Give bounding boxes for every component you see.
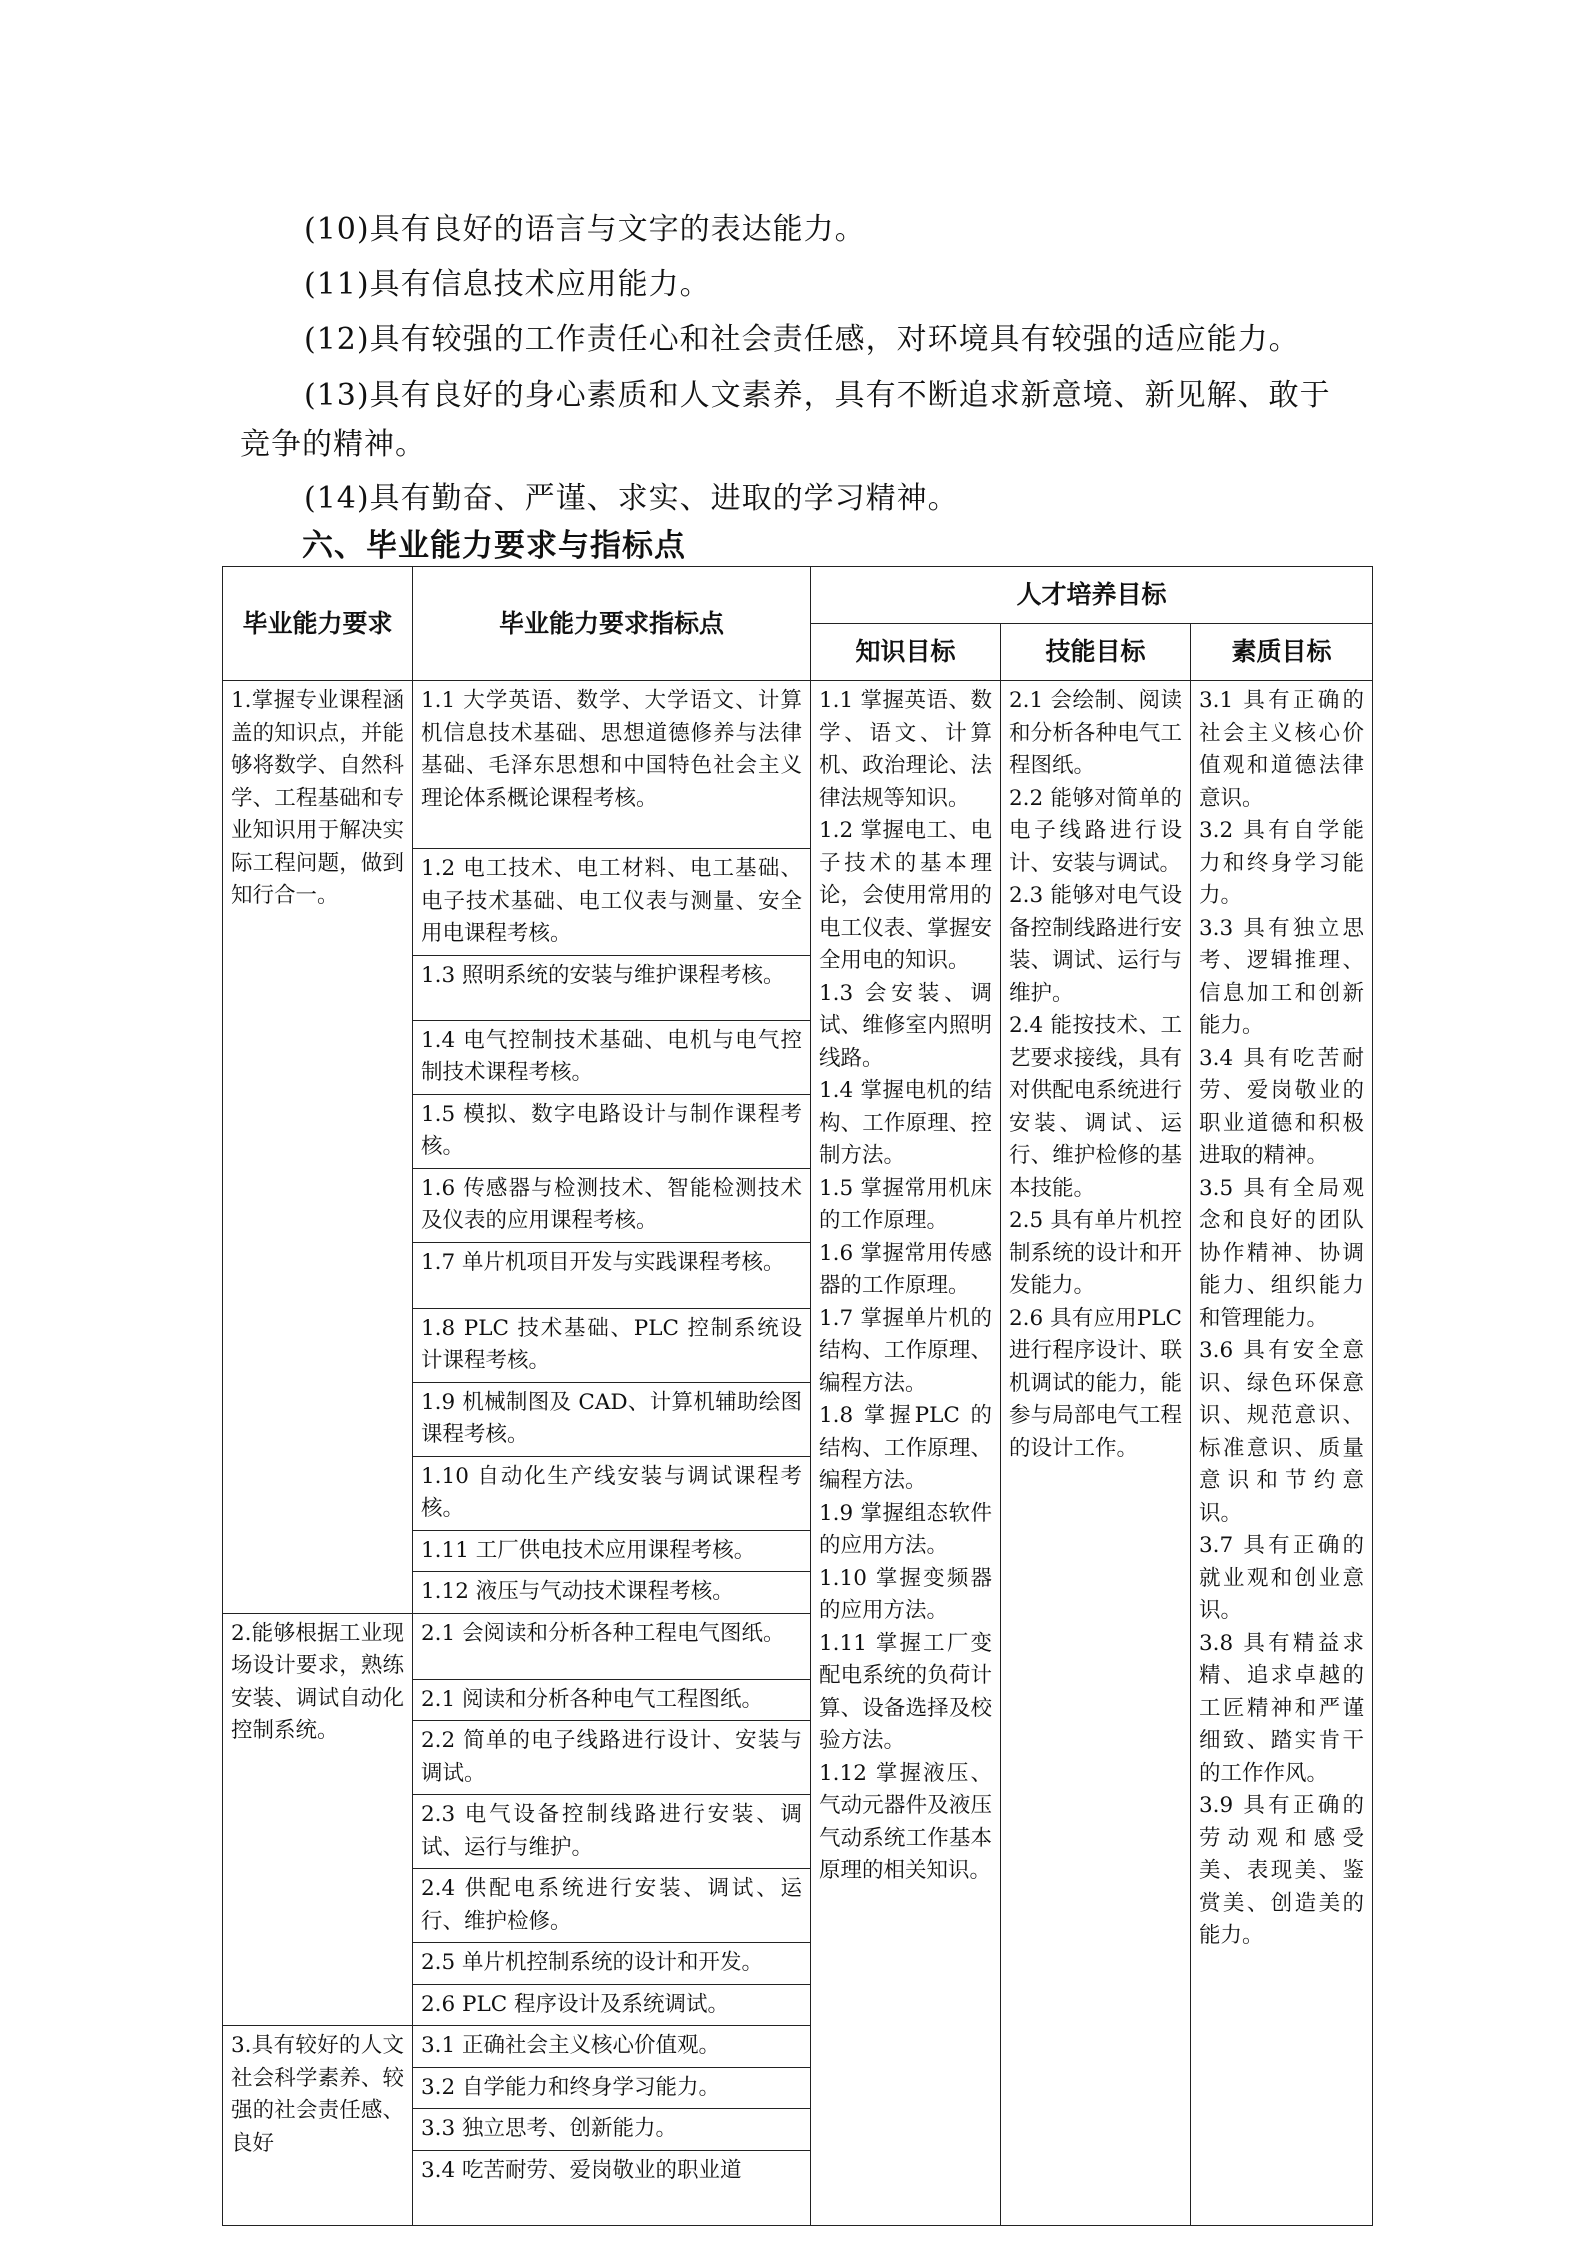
indicator-1-3: 1.3 照明系统的安装与维护课程考核。 [413,955,811,1020]
indicator-2-3: 2.3 电气设备控制线路进行安装、调试、运行与维护。 [413,1795,811,1869]
header-ability: 毕业能力要求 [223,567,413,681]
ability-2: 2.能够根据工业现场设计要求，熟练安装、调试自动化控制系统。 [223,1613,413,2026]
header-row-1 [223,567,1373,624]
header-skill: 技能目标 [1001,624,1191,681]
ability-3: 3.具有较好的人文社会科学素养、较强的社会责任感、良好 [223,2026,413,2226]
indicator-2-1b: 2.1 阅读和分析各种电气工程图纸。 [413,1679,811,1721]
indicator-2-5: 2.5 单片机控制系统的设计和开发。 [413,1943,811,1985]
paragraph-12: (12)具有较强的工作责任心和社会责任感，对环境具有较强的适应能力。 [304,322,1300,357]
indicator-1-5: 1.5 模拟、数字电路设计与制作课程考核。 [413,1094,811,1168]
quality-goals: 3.1 具有正确的社会主义核心价值观和道德法律意识。 3.2 具有自学能力和终身学习能力。 3.3 具有独立思考、逻辑推理、信息加工和创新能力。 3.4 具有吃苦耐劳、爱岗敬业的职业道德和积极进取的精神。 3.5 具有全局观念和良好的团队协作精神、协调能力、组织能力和管理能力。 3.6 具有安全意识、绿色环保意识、规范意识、标准意识、质量意识和节约意识。 3.7 具有正确的就业观和创业意识。 3.8 具有精益求精、追求卓越的工匠精神和严谨细致、踏实肯干的工作作风。 3.9 具有正确的劳动观和感受美、表现美、鉴赏美、创造美的能力。 [1191,681,1373,2226]
knowledge-goals: 1.1 掌握英语、数学、语文、计算机、政治理论、法律法规等知识。 1.2 掌握电工、电子技术的基本理论，会使用常用的电工仪表、掌握安全用电的知识。 1.3 会安装、调试、维修室内照明线路。 1.4 掌握电机的结构、工作原理、控制方法。 1.5 掌握常用机床的工作原理。 1.6 掌握常用传感器的工作原理。 1.7 掌握单片机的结构、工作原理、编程方法。 1.8 掌握PLC 的结构、工作原理、编程方法。 1.9 掌握组态软件的应用方法。 1.10 掌握变频器的应用方法。 1.11 掌握工厂变配电系统的负荷计算、设备选择及校验方法。 1.12 掌握液压、气动元器件及液压气动系统工作基本原理的相关知识。 [811,681,1001,2226]
paragraph-10: (10)具有良好的语言与文字的表达能力。 [304,212,866,247]
indicator-1-6: 1.6 传感器与检测技术、智能检测技术及仪表的应用课程考核。 [413,1168,811,1242]
indicator-2-4: 2.4 供配电系统进行安装、调试、运行、维护检修。 [413,1869,811,1943]
indicator-1-7: 1.7 单片机项目开发与实践课程考核。 [413,1242,811,1308]
indicator-2-6: 2.6 PLC 程序设计及系统调试。 [413,1984,811,2026]
paragraph-13: (13)具有良好的身心素质和人文素养，具有不断追求新意境、新见解、敢于竞争的精神。 [240,378,1331,462]
indicator-1-1: 1.1 大学英语、数学、大学语文、计算机信息技术基础、思想道德修养与法律基础、毛泽东思想和中国特色社会主义理论体系概论课程考核。 [413,681,811,849]
paragraph-11: (11)具有信息技术应用能力。 [304,267,711,302]
indicator-1-10: 1.10 自动化生产线安装与调试课程考核。 [413,1456,811,1530]
header-knowledge: 知识目标 [811,624,1001,681]
table-row [223,681,1373,849]
indicator-1-8: 1.8 PLC 技术基础、PLC 控制系统设计课程考核。 [413,1308,811,1382]
indicator-3-4: 3.4 吃苦耐劳、爱岗敬业的职业道 [413,2150,811,2225]
ability-table [222,566,1373,2226]
indicator-3-1: 3.1 正确社会主义核心价值观。 [413,2026,811,2068]
indicator-1-12: 1.12 液压与气动技术课程考核。 [413,1572,811,1614]
indicator-1-4: 1.4 电气控制技术基础、电机与电气控制技术课程考核。 [413,1020,811,1094]
indicator-3-2: 3.2 自学能力和终身学习能力。 [413,2067,811,2109]
paragraph-14: (14)具有勤奋、严谨、求实、进取的学习精神。 [304,481,959,516]
header-indicator: 毕业能力要求指标点 [413,567,811,681]
indicator-1-11: 1.11 工厂供电技术应用课程考核。 [413,1530,811,1572]
indicator-1-2: 1.2 电工技术、电工材料、电工基础、电子技术基础、电工仪表与测量、安全用电课程考核。 [413,849,811,956]
header-goal-group: 人才培养目标 [811,567,1373,624]
indicator-1-9: 1.9 机械制图及 CAD、计算机辅助绘图课程考核。 [413,1382,811,1456]
ability-table-container [222,566,1372,2183]
indicator-2-2: 2.2 简单的电子线路进行设计、安装与调试。 [413,1721,811,1795]
skill-goals: 2.1 会绘制、阅读和分析各种电气工程图纸。 2.2 能够对简单的电子线路进行设计、安装与调试。 2.3 能够对电气设备控制线路进行安装、调试、运行与维护。 2.4 能按技术、工艺要求接线，具有对供配电系统进行安装、调试、运行、维护检修的基本技能。 2.5 具有单片机控制系统的设计和开发能力。 2.6 具有应用PLC 进行程序设计、联机调试的能力，能参与局部电气工程的设计工作。 [1001,681,1191,2226]
indicator-3-3: 3.3 独立思考、创新能力。 [413,2109,811,2151]
ability-1: 1.掌握专业课程涵盖的知识点，并能够将数学、自然科学、工程基础和专业知识用于解决实际工程问题，做到知行合一。 [223,681,413,1614]
header-quality: 素质目标 [1191,624,1373,681]
section-title: 六、毕业能力要求与指标点 [302,528,686,564]
indicator-2-1: 2.1 会阅读和分析各种工程电气图纸。 [413,1613,811,1679]
